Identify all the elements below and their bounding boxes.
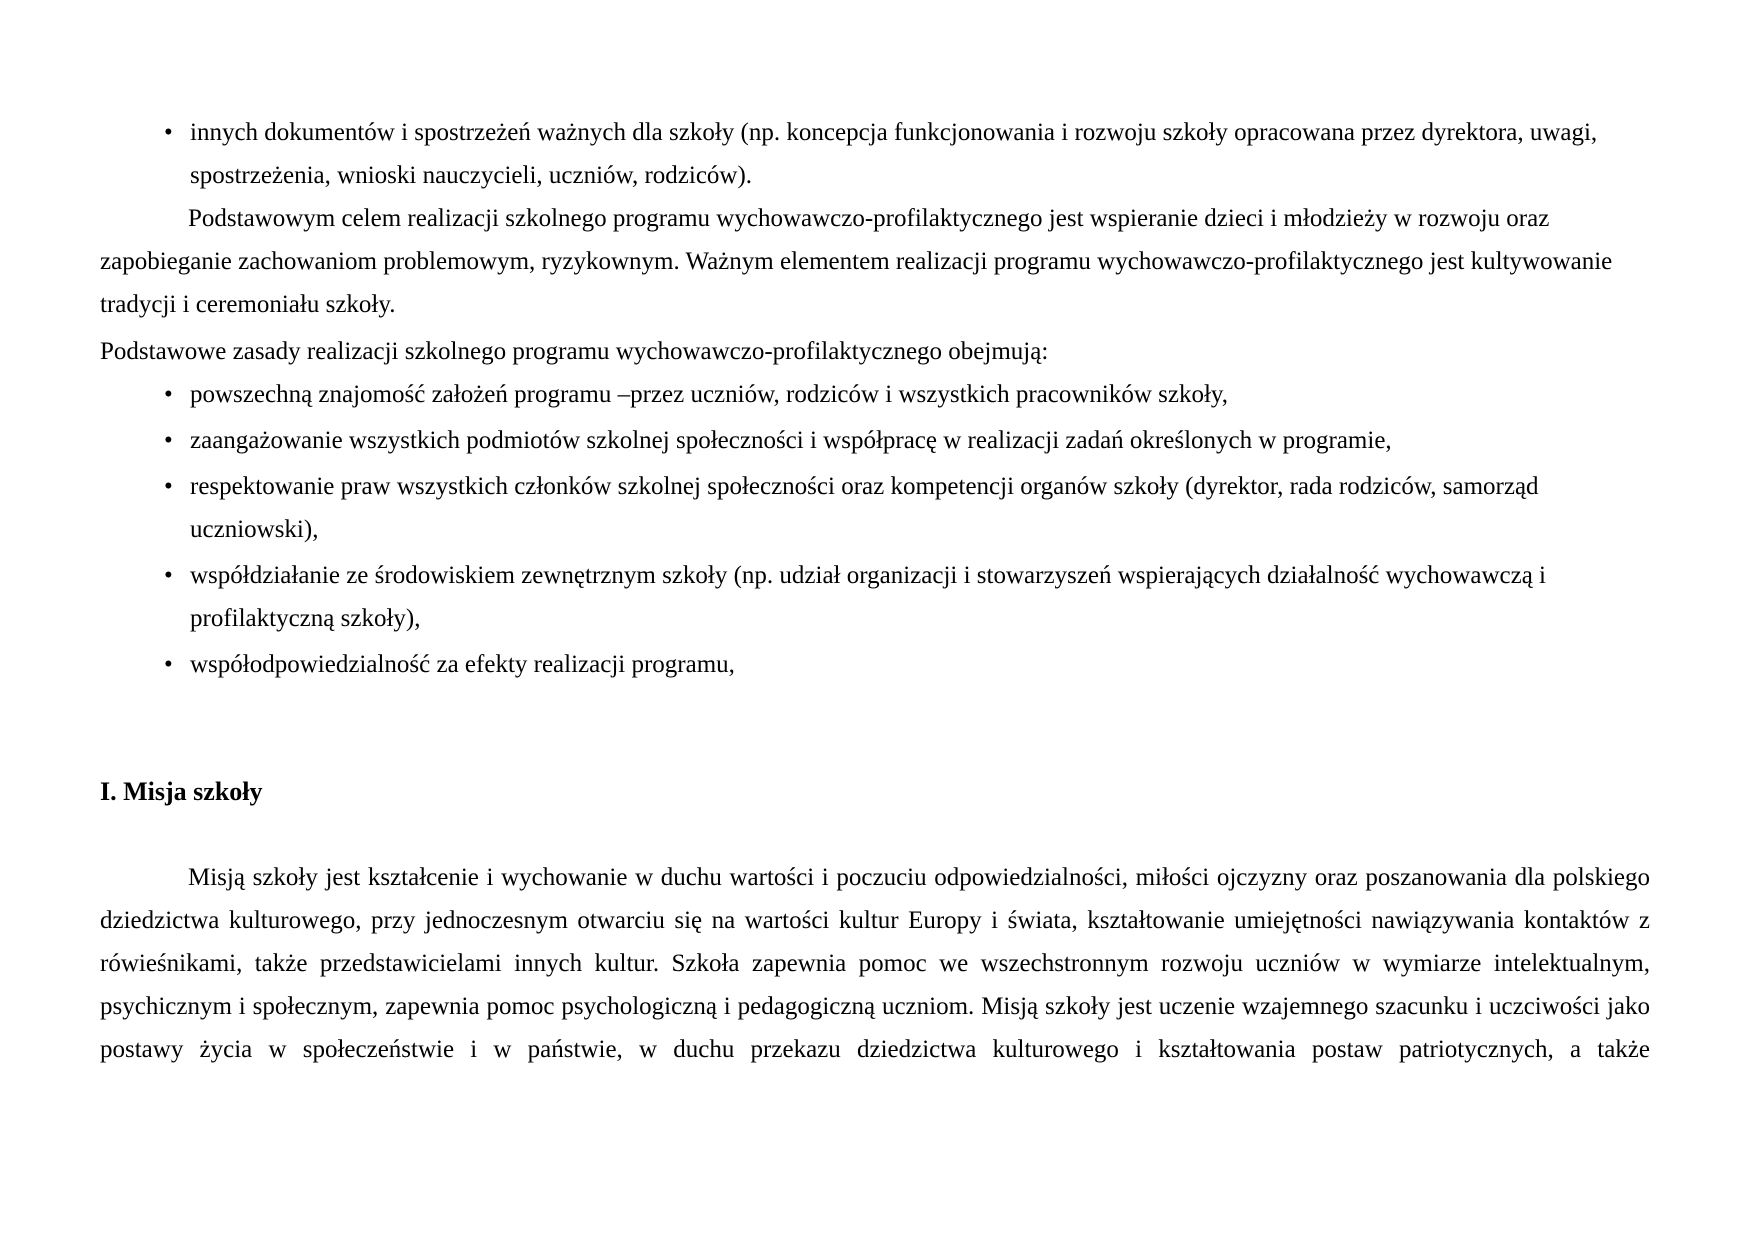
paragraph-mission: Misją szkoły jest kształcenie i wychowanie w duchu wartości i poczuciu odpowiedzialności, miłości ojczyzny oraz poszanowania dla polskiego dziedzictwa kulturowego, przy jednoczesnym otwarciu się na wartości kultur Europy i świata, kształtowanie umiejętności nawiązywania kontaktów z rówieśnikami, także przedstawicielami innych kultur. Szkoła zapewnia pomoc we wszechstronnym rozwoju uczniów w wymiarze intelektualnym, psychicznym i społecznym, zapewnia pomoc psychologiczną i pedagogiczną uczniom. Misją szkoły jest uczenie wzajemnego szacunku i uczciwości jako postawy życia w społeczeństwie i w państwie, w duchu przekazu dziedzictwa kulturowego i kształtowania postaw patriotycznych, a także [100, 864, 1650, 1063]
list-item [100, 643, 1650, 686]
bullet-icon: • [164, 651, 173, 678]
bullet-icon: • [164, 427, 173, 454]
list-item-text: innych dokumentów i spostrzeżeń ważnych dla szkoły (np. koncepcja funkcjonowania i rozwoju szkoły opracowana przez dyrektora, uwagi, spostrzeżenia, wnioski nauczycieli, uczniów, rodziców). [190, 119, 1598, 189]
bullet-icon: • [164, 381, 173, 408]
list-item [100, 419, 1650, 462]
bullet-icon: • [164, 562, 173, 589]
list-item [100, 465, 1650, 551]
intro-bullet-list [100, 111, 1650, 197]
list-item [100, 554, 1650, 640]
paragraph-program-goal: Podstawowym celem realizacji szkolnego programu wychowawczo-profilaktycznego jest wspieranie dzieci i młodzieży w rozwoju oraz zapobieganie zachowaniom problemowym, ryzykownym. Ważnym elementem realizacji programu wychowawczo-profilaktycznego jest kultywowanie tradycji i ceremoniału szkoły. [100, 205, 1613, 318]
bullet-icon: • [164, 119, 173, 146]
paragraph-rules-intro: Podstawowe zasady realizacji szkolnego programu wychowawczo-profilaktycznego obejmują: [100, 338, 1049, 365]
list-item-text: zaangażowanie wszystkich podmiotów szkolnej społeczności i współpracę w realizacji zadań określonych w programie, [190, 427, 1392, 454]
list-item-text: powszechną znajomość założeń programu –przez uczniów, rodziców i wszystkich pracowników szkoły, [190, 381, 1229, 408]
principles-bullet-list [100, 373, 1650, 686]
list-item [100, 111, 1650, 197]
list-item-text: współodpowiedzialność za efekty realizacji programu, [190, 651, 735, 678]
bullet-icon: • [164, 473, 173, 500]
list-item-text: współdziałanie ze środowiskiem zewnętrznym szkoły (np. udział organizacji i stowarzyszeń wspierających działalność wychowawczą i profilaktyczną szkoły), [190, 562, 1546, 632]
list-item [100, 373, 1650, 416]
section-heading-mission: I. Misja szkoły [100, 777, 263, 806]
list-item-text: respektowanie praw wszystkich członków szkolnej społeczności oraz kompetencji organów szkoły (dyrektor, rada rodziców, samorząd uczniowski), [190, 473, 1539, 543]
